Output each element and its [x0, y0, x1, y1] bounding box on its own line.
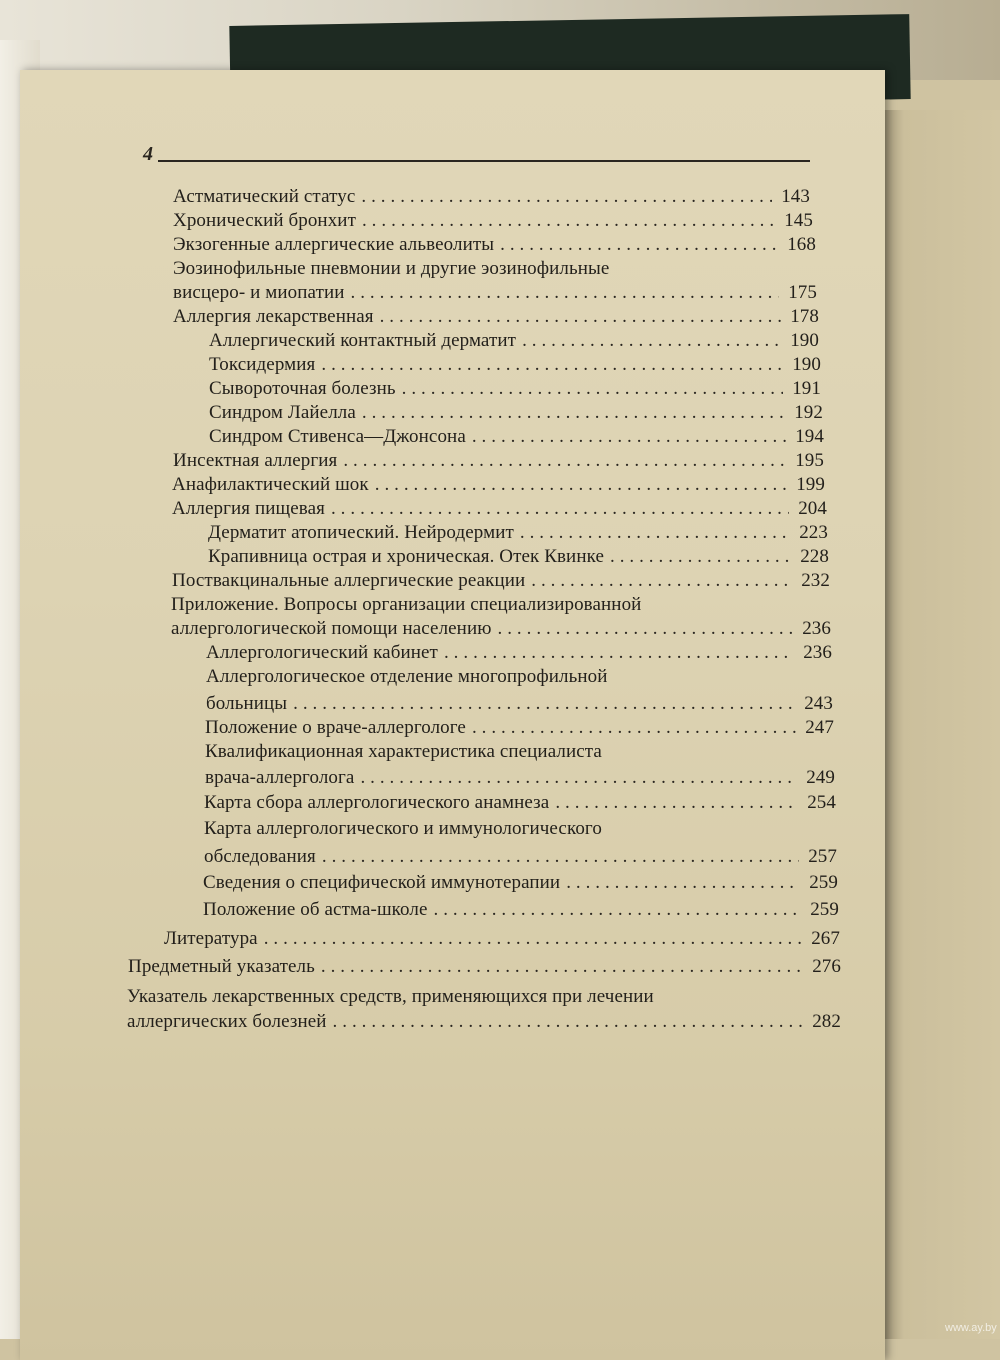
- toc-entry: [208, 521, 828, 545]
- toc-entry: [203, 871, 838, 895]
- toc-entry-page: 259: [810, 899, 839, 920]
- leader-dots: [362, 209, 775, 233]
- leader-dots: [520, 521, 790, 545]
- leader-dots: [531, 569, 792, 593]
- leader-dots: [360, 766, 797, 790]
- toc-entry: [128, 955, 841, 979]
- toc-entry-title: Положение о враче-аллергологе: [205, 717, 466, 738]
- leader-dots: [522, 329, 781, 353]
- leader-dots: [264, 927, 802, 951]
- toc-entry: [173, 305, 819, 329]
- toc-entry-title: Аллергический контактный дерматит: [209, 330, 517, 351]
- toc-entry-title: Синдром Стивенса—Джонсона: [209, 426, 466, 447]
- toc-entry-page: 223: [799, 522, 828, 543]
- toc-entry: [172, 497, 827, 521]
- toc-entry-page: 232: [801, 570, 830, 591]
- leader-dots: [500, 233, 778, 257]
- toc-entry-title: Литература: [164, 928, 258, 949]
- toc-entry-title: Астматический статус: [173, 186, 356, 207]
- toc-entry-title: Поствакцинальные аллергические реакции: [172, 570, 526, 591]
- toc-entry-page: 143: [781, 186, 810, 207]
- toc-entry-first-line: Приложение. Вопросы организации специализированной: [171, 594, 642, 615]
- toc-entry-page: 194: [795, 426, 824, 447]
- toc-entry-page: 228: [800, 546, 829, 567]
- toc-entry: [173, 233, 816, 257]
- toc-entry-title: Экзогенные аллергические альвеолиты: [173, 234, 495, 255]
- leader-dots: [321, 955, 803, 979]
- toc-entry-title: Сведения о специфической иммунотерапии: [203, 872, 561, 893]
- toc-entry-title: Предметный указатель: [128, 956, 315, 977]
- watermark: www.ay.by: [945, 1322, 997, 1334]
- toc-entry-title: Положение об астма-школе: [203, 899, 428, 920]
- toc-entry-page: 199: [796, 474, 825, 495]
- toc-entry-title: Карта сбора аллергологического анамнеза: [204, 792, 550, 813]
- toc-entry: [172, 569, 830, 593]
- toc-entry: [209, 353, 821, 377]
- leader-dots: [361, 185, 772, 209]
- leader-dots: [375, 473, 787, 497]
- toc-entry-page: 178: [790, 306, 819, 327]
- leader-dots: [380, 305, 781, 329]
- toc-entry: [206, 692, 833, 716]
- toc-entry-page: 257: [808, 846, 837, 867]
- toc-entry-page: 168: [787, 234, 816, 255]
- toc-entry-first-line: Квалификационная характеристика специалиста: [205, 741, 602, 762]
- toc-entry-title: Синдром Лайелла: [209, 402, 356, 423]
- toc-entry-title: больницы: [206, 693, 288, 714]
- toc-entry-page: 192: [794, 402, 823, 423]
- toc-entry: [206, 641, 832, 665]
- toc-entry: [209, 329, 819, 353]
- leader-dots: [472, 425, 786, 449]
- leader-dots: [362, 401, 785, 425]
- leader-dots: [402, 377, 783, 401]
- leader-dots: [610, 545, 791, 569]
- toc-entry-title: Анафилактический шок: [172, 474, 369, 495]
- toc-entry-page: 175: [788, 282, 817, 303]
- toc-entry-first-line: Аллергологическое отделение многопрофильной: [206, 666, 608, 687]
- toc-entry-title: аллергологической помощи населению: [171, 618, 492, 639]
- toc-entry: [205, 716, 834, 740]
- toc-entry-title: Сывороточная болезнь: [209, 378, 396, 399]
- toc-entry: [204, 791, 836, 815]
- toc-entry-title: Дерматит атопический. Нейродермит: [208, 522, 514, 543]
- toc-entry: [173, 281, 817, 305]
- toc-entry-title: аллергических болезней: [127, 1011, 327, 1032]
- toc-entry-title: Хронический бронхит: [173, 210, 356, 231]
- toc-entry: [209, 425, 824, 449]
- toc-entry-title: висцеро- и миопатии: [173, 282, 345, 303]
- toc-entry: [204, 845, 837, 869]
- toc-entry-page: 191: [792, 378, 821, 399]
- toc-entry-page: 254: [807, 792, 836, 813]
- leader-dots: [566, 871, 800, 895]
- toc-entry-first-line: Карта аллергологического и иммунологического: [204, 818, 602, 839]
- toc-entry-page: 195: [795, 450, 824, 471]
- toc-entry-page: 236: [803, 642, 832, 663]
- toc-entry-title: Инсектная аллергия: [173, 450, 338, 471]
- toc-entry-page: 267: [811, 928, 840, 949]
- toc-entry-title: Токсидермия: [209, 354, 316, 375]
- toc-entry-title: Крапивница острая и хроническая. Отек Квинке: [208, 546, 604, 567]
- toc-entry-title: Аллергия пищевая: [172, 498, 325, 519]
- leader-dots: [555, 791, 798, 815]
- toc-entry-page: 247: [805, 717, 834, 738]
- toc-entry-title: обследования: [204, 846, 316, 867]
- leader-dots: [472, 716, 796, 740]
- leader-dots: [331, 497, 789, 521]
- toc-entry-page: 204: [798, 498, 827, 519]
- toc-entry-page: 282: [812, 1011, 841, 1032]
- leader-dots: [343, 449, 786, 473]
- toc-entry: [172, 473, 825, 497]
- leader-dots: [333, 1010, 803, 1034]
- toc-entry-first-line: Эозинофильные пневмонии и другие эозинофильные: [173, 258, 610, 279]
- leader-dots: [351, 281, 779, 305]
- toc-entry: [173, 209, 813, 233]
- leader-dots: [321, 353, 783, 377]
- toc-entry-page: 190: [792, 354, 821, 375]
- toc-entry-title: Аллергологический кабинет: [206, 642, 438, 663]
- leader-dots: [498, 617, 793, 641]
- page-number: 4: [143, 143, 153, 165]
- toc-entry-title: врача-аллерголога: [205, 767, 355, 788]
- leader-dots: [322, 845, 799, 869]
- toc-entry: [127, 1010, 841, 1034]
- toc-entry-page: 243: [804, 693, 833, 714]
- toc-entry: [209, 377, 821, 401]
- toc-entry: [164, 927, 840, 951]
- leader-dots: [434, 898, 801, 922]
- toc-entry: [208, 545, 829, 569]
- toc-entry-page: 236: [802, 618, 831, 639]
- toc-entry: [173, 449, 824, 473]
- toc-entry-page: 145: [784, 210, 813, 231]
- toc-entry-first-line: Указатель лекарственных средств, применяющихся при лечении: [127, 986, 654, 1007]
- toc-entry: [205, 766, 835, 790]
- toc-entry: [209, 401, 823, 425]
- toc-entry: [173, 185, 810, 209]
- toc-entry-title: Аллергия лекарственная: [173, 306, 374, 327]
- toc-entry-page: 249: [806, 767, 835, 788]
- leader-dots: [293, 692, 795, 716]
- toc-entry-page: 259: [809, 872, 838, 893]
- toc-entry-page: 276: [812, 956, 841, 977]
- toc-entry: [203, 898, 839, 922]
- toc-entry: [171, 617, 831, 641]
- leader-dots: [444, 641, 794, 665]
- toc-entry-page: 190: [790, 330, 819, 351]
